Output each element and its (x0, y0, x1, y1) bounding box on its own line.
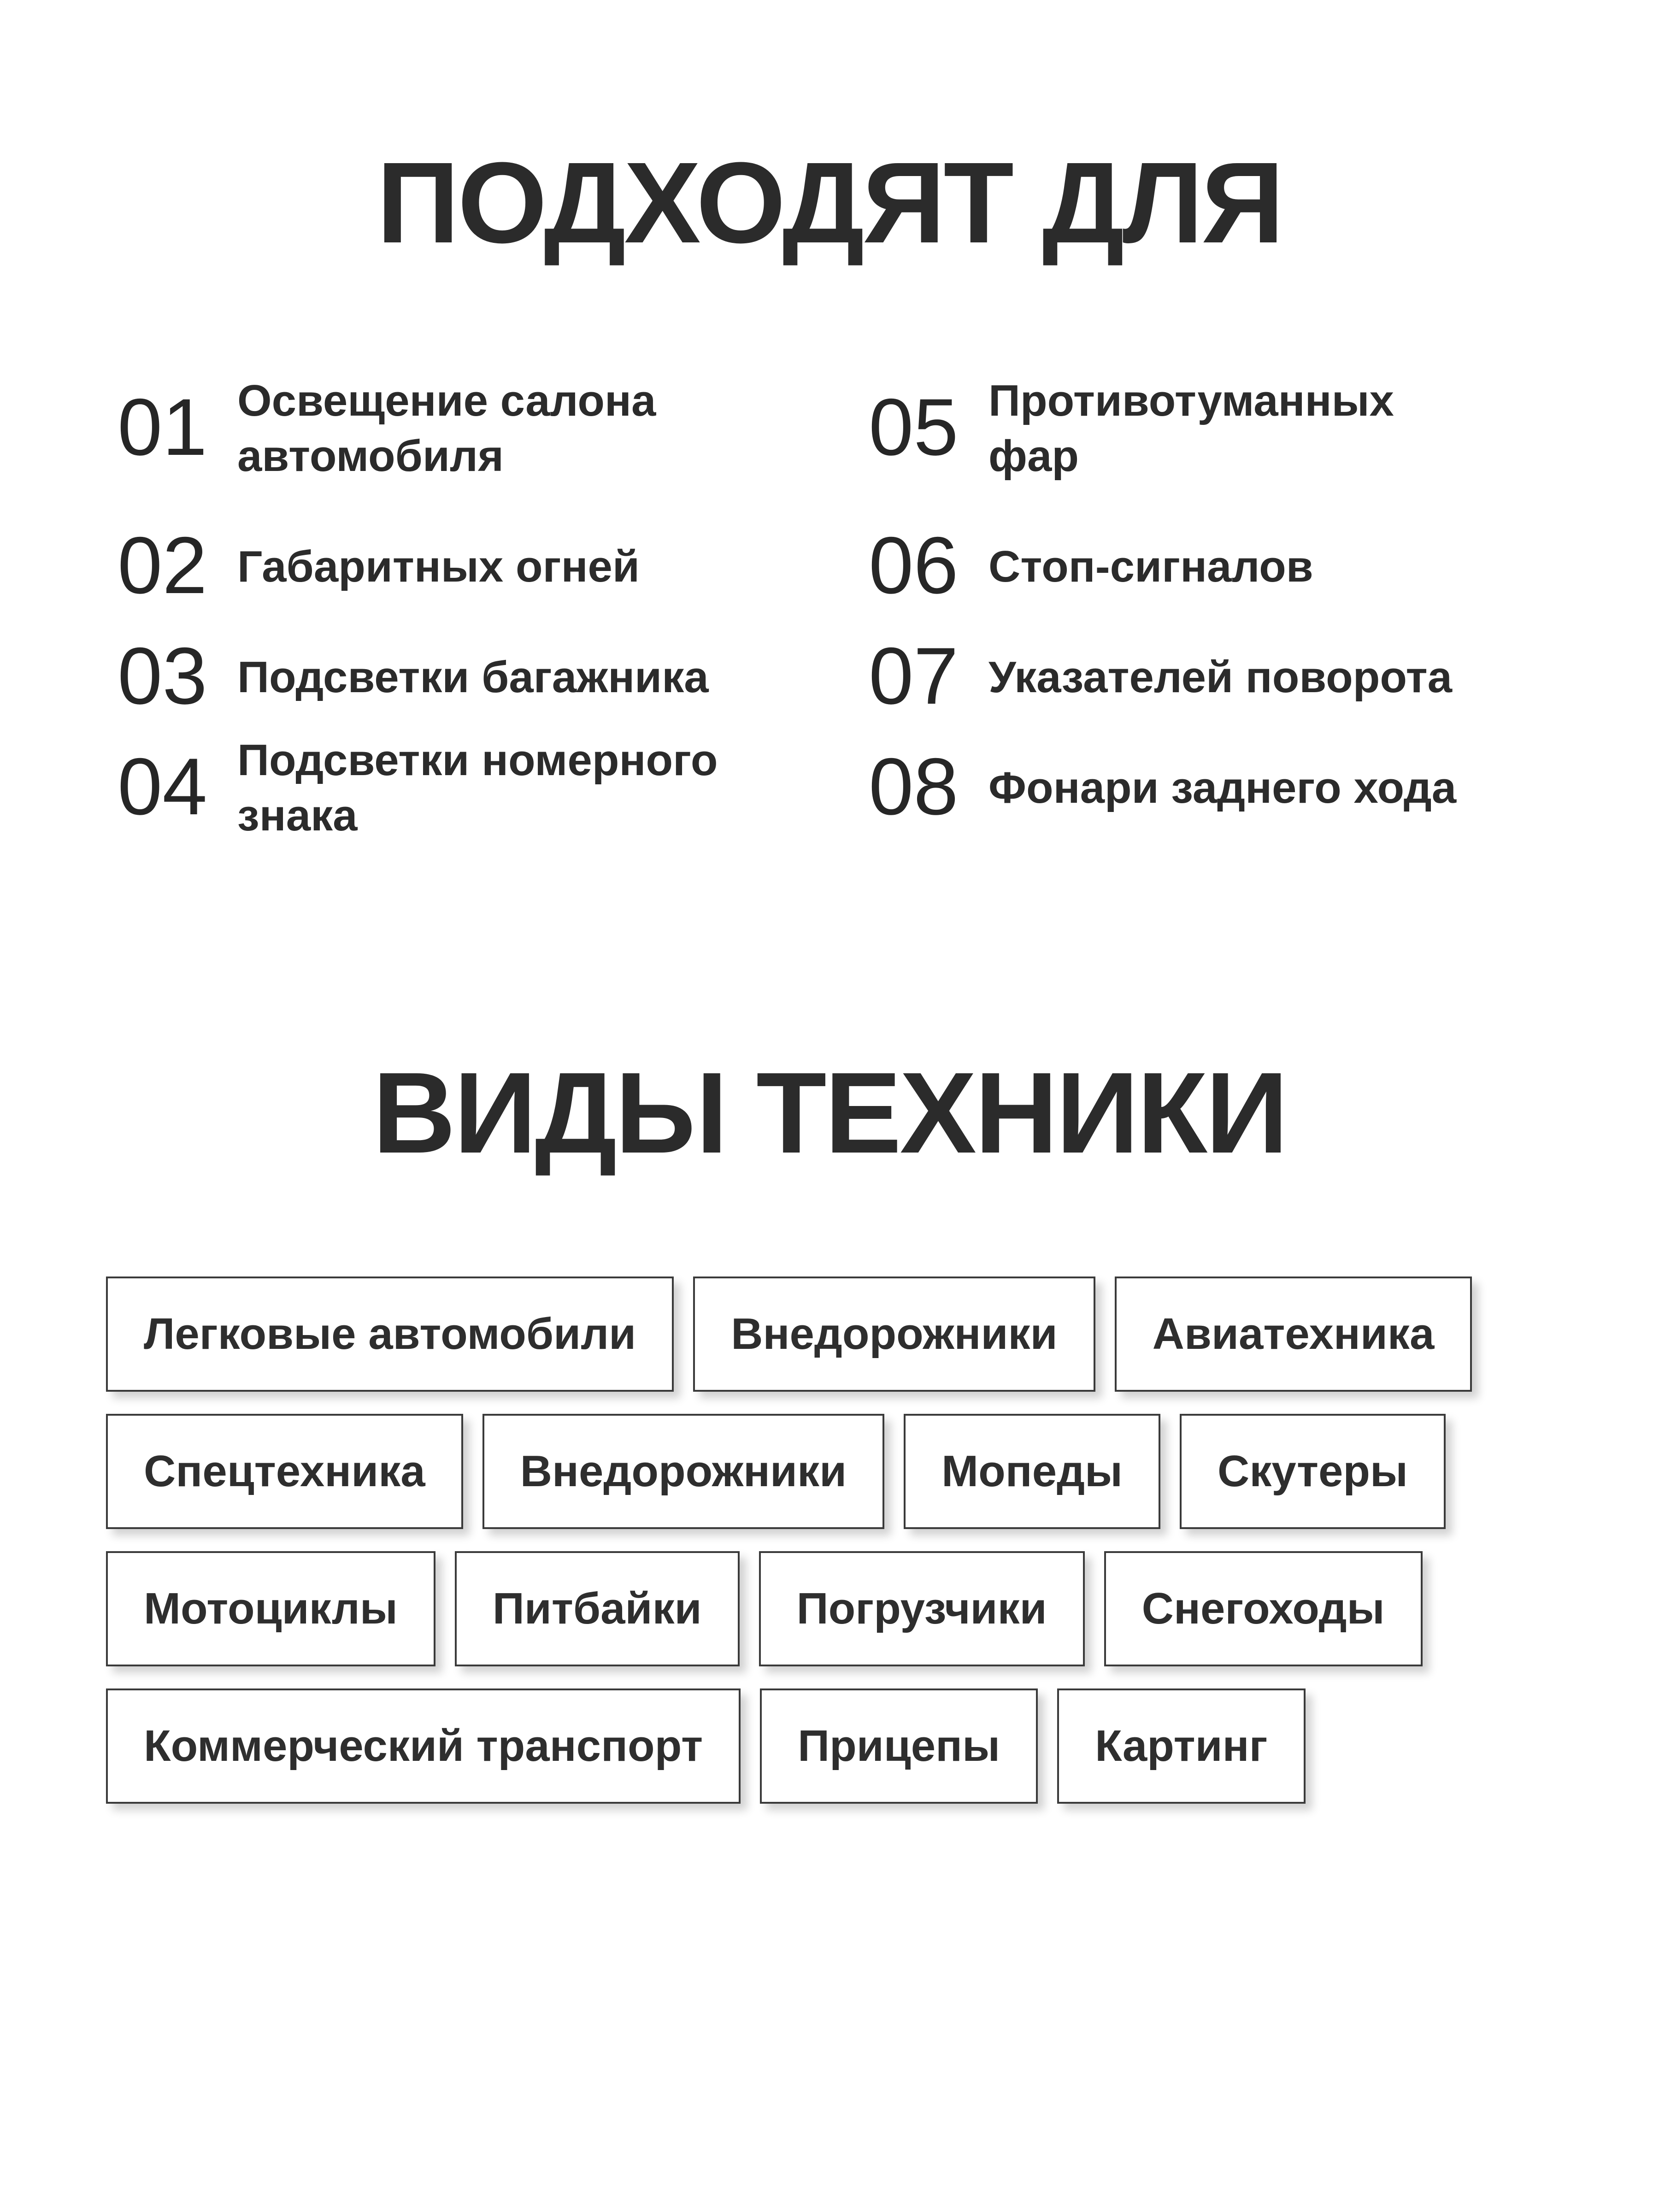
use-item-08 (869, 742, 1560, 866)
use-item-number: 05 (869, 382, 959, 472)
use-item-number: 06 (869, 521, 959, 611)
use-item-01 (118, 376, 809, 507)
use-item-label: Освещение салона автомобиля (237, 376, 656, 481)
vehicle-chip: Внедорожники (482, 1414, 884, 1529)
vehicle-chip-row (106, 1688, 1306, 1804)
vehicle-chip: Питбайки (455, 1551, 740, 1666)
use-item-label: Противотуманных фар (988, 376, 1394, 481)
vehicle-chip: Прицепы (760, 1688, 1038, 1804)
vehicle-chip: Легковые автомобили (106, 1277, 674, 1392)
vehicle-chip: Авиатехника (1115, 1277, 1472, 1392)
vehicle-chip: Мопеды (904, 1414, 1160, 1529)
use-item-label: Стоп-сигналов (988, 542, 1313, 591)
vehicle-chip-row (106, 1277, 1472, 1392)
vehicle-chip: Погрузчики (759, 1551, 1085, 1666)
use-item-07 (869, 631, 1560, 756)
vehicle-chip-row (106, 1551, 1423, 1666)
use-item-label: Фонари заднего хода (988, 763, 1457, 812)
use-item-label: Указателей поворота (988, 653, 1453, 702)
use-item-02 (118, 521, 809, 645)
use-item-05 (869, 376, 1560, 507)
vehicle-chip: Снегоходы (1104, 1551, 1423, 1666)
use-item-number: 02 (118, 521, 207, 611)
use-item-06 (869, 521, 1560, 645)
use-item-number: 03 (118, 631, 207, 721)
use-item-label: Подсветки багажника (237, 653, 709, 702)
use-item-number: 01 (118, 382, 207, 472)
use-item-number: 04 (118, 742, 207, 832)
section-title-suitable: ПОДХОДЯТ ДЛЯ (377, 138, 1282, 267)
vehicle-chip: Мотоциклы (106, 1551, 435, 1666)
vehicle-chip: Картинг (1057, 1688, 1306, 1804)
vehicle-chip: Скутеры (1180, 1414, 1446, 1529)
vehicle-chip-row (106, 1414, 1446, 1529)
use-item-label: Габаритных огней (237, 542, 640, 591)
vehicle-chip: Коммерческий транспорт (106, 1688, 741, 1804)
use-item-04 (118, 735, 809, 866)
section-title-vehicles: ВИДЫ ТЕХНИКИ (372, 1048, 1287, 1177)
vehicle-chip: Спецтехника (106, 1414, 463, 1529)
use-item-label: Подсветки номерного знака (237, 735, 718, 840)
vehicle-chip: Внедорожники (693, 1277, 1095, 1392)
use-item-number: 07 (869, 631, 959, 721)
use-item-number: 08 (869, 742, 959, 832)
